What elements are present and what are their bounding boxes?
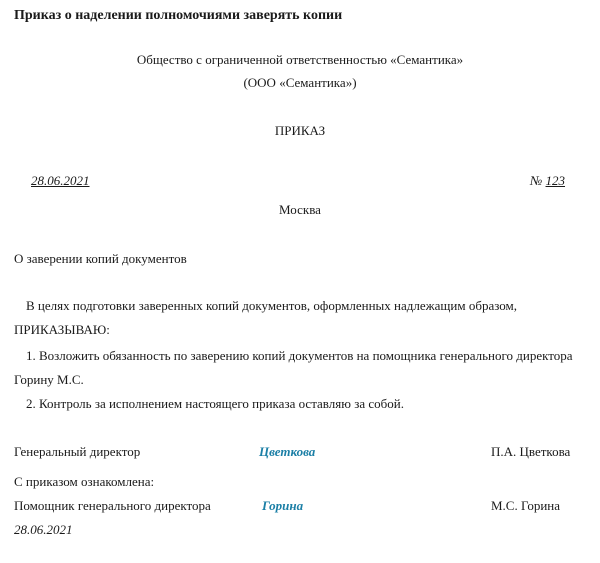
director-title: Генеральный директор [14,444,141,459]
assistant-name: М.С. Горина [491,498,561,513]
order-date: 28.06.2021 [31,173,90,188]
assistant-title: Помощник генерального директора [14,498,211,513]
assistant-signature: Горина [262,498,304,513]
document-type: ПРИКАЗ [274,123,326,138]
acknowledged-label: С приказом ознакомлена: [14,474,155,489]
director-name: П.А. Цветкова [491,444,571,459]
order-number [530,173,565,189]
order-word: ПРИКАЗЫВАЮ: [14,322,110,337]
order-subject: О заверении копий документов [14,251,187,266]
organization-short-name: (ООО «Семантика») [243,75,357,90]
document-heading: Приказ о наделении полномочиями заверять копии [14,8,343,23]
order-item-2: 2. Контроль за исполнением настоящего приказа оставляю за собой. [26,396,404,411]
acknowledgement-date: 28.06.2021 [14,522,73,537]
organization-name: Общество с ограниченной ответственностью «Семантика» [136,52,464,67]
number-sign: № [530,173,543,188]
city: Москва [279,202,321,217]
order-number-value: 123 [545,173,566,188]
preamble: В целях подготовки заверенных копий документов, оформленных надлежащим образом, [26,298,518,313]
order-item-1-line-1: 1. Возложить обязанность по заверению копий документов на помощника генерального директора [26,348,573,363]
director-signature: Цветкова [259,444,316,459]
order-item-1-line-2: Горину М.С. [14,372,84,387]
